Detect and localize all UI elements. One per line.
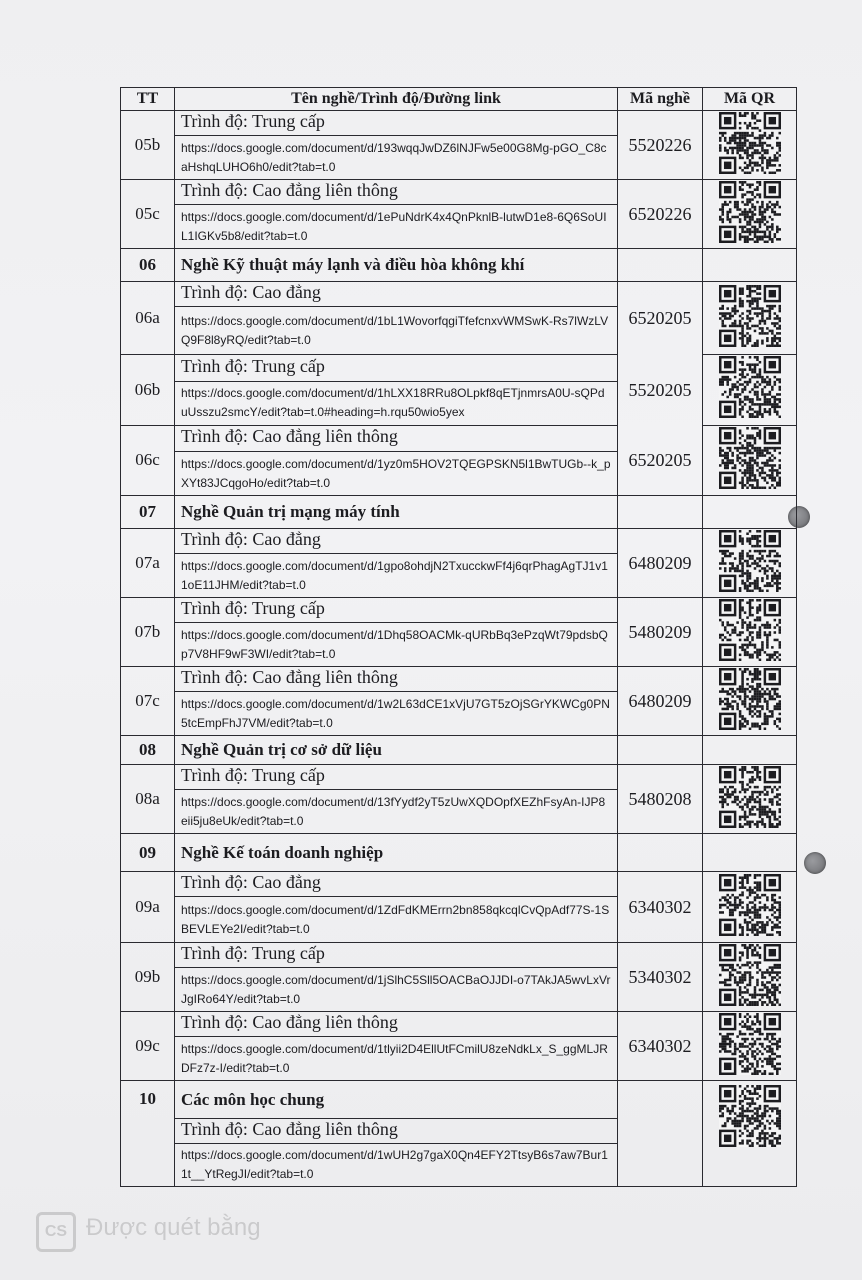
row-number: 06b	[121, 355, 175, 426]
qr-cell	[703, 529, 797, 598]
table-row	[121, 872, 797, 897]
group-title: Nghề Kỹ thuật máy lạnh và điều hòa không khí	[181, 255, 525, 274]
group-title: Nghề Quản trị mạng máy tính	[181, 502, 400, 521]
qr-code-icon[interactable]	[719, 874, 781, 936]
row-number: 09b	[121, 943, 175, 1012]
group-row	[121, 736, 797, 765]
table-header-row	[121, 88, 797, 111]
group-title: Nghề Kế toán doanh nghiệp	[181, 843, 384, 862]
empty-cell	[618, 496, 703, 529]
program-code: 5340302	[618, 943, 703, 1012]
program-code: 6340302	[618, 1012, 703, 1081]
qr-code-icon[interactable]	[719, 181, 781, 243]
document-link[interactable]: https://docs.google.com/document/d/13fYydf2yT5zUwXQDOpfXEZhFsyAn-IJP8eii5ju8eUk/edit?tab=t.0	[181, 794, 606, 828]
row-number: 07a	[121, 529, 175, 598]
qr-cell	[703, 282, 797, 355]
table-row	[121, 282, 797, 307]
level-label: Trình độ: Cao đẳng liên thông	[181, 1119, 398, 1139]
group-row	[121, 1081, 797, 1119]
level-label: Trình độ: Cao đẳng	[181, 282, 321, 302]
program-code: 6480209	[618, 529, 703, 598]
qr-cell	[703, 1012, 797, 1081]
qr-code-icon[interactable]	[719, 530, 781, 592]
level-label: Trình độ: Cao đẳng liên thông	[181, 667, 398, 687]
header-code: Mã nghề	[618, 88, 703, 111]
document-link[interactable]: https://docs.google.com/document/d/1w2L63dCE1xVjU7GT5zOjSGrYKWCg0PN5tcEmpFhJ7VM/edit?tab=t.0	[181, 696, 610, 730]
level-label: Trình độ: Trung cấp	[181, 355, 325, 376]
qr-cell	[703, 598, 797, 667]
program-code-group	[618, 282, 703, 496]
qr-code-icon[interactable]	[719, 668, 781, 730]
program-code: 5520205	[628, 380, 692, 400]
qr-code-icon[interactable]	[719, 427, 781, 489]
group-number: 08	[121, 736, 175, 765]
document-link[interactable]: https://docs.google.com/document/d/1gpo8ohdjN2TxucckwFf4j6qrPhagAgTJ1v11oE11JHM/edit?tab=t.0	[181, 558, 608, 592]
empty-cell	[618, 834, 703, 872]
level-label: Trình độ: Trung cấp	[181, 598, 325, 618]
qr-code-icon[interactable]	[719, 356, 781, 418]
program-code: 5480208	[618, 765, 703, 834]
level-label: Trình độ: Trung cấp	[181, 765, 325, 785]
group-row	[121, 496, 797, 529]
camscanner-logo-icon: CS	[36, 1212, 76, 1252]
header-tt: TT	[121, 88, 175, 111]
program-code: 6520226	[618, 180, 703, 249]
document-link[interactable]: https://docs.google.com/document/d/1ZdFdKMErrn2bn858qkcqlCvQpAdf77S-1SBEVLEYe2I/edit?tab=t.0	[181, 902, 610, 936]
row-number: 05c	[121, 180, 175, 249]
qr-cell	[703, 943, 797, 1012]
level-label: Trình độ: Cao đẳng liên thông	[181, 1012, 398, 1032]
row-number: 09c	[121, 1012, 175, 1081]
punch-hole	[804, 852, 826, 874]
group-title: Nghề Quản trị cơ sở dữ liệu	[181, 740, 382, 759]
scanner-watermark	[36, 1210, 396, 1250]
document-link[interactable]: https://docs.google.com/document/d/1bL1WovorfqgiTfefcnxvWMSwK-Rs7lWzLVQ9F8l8yRQ/edit?tab=t.0	[181, 313, 609, 347]
program-code: 6340302	[618, 872, 703, 943]
program-code: 5480209	[618, 598, 703, 667]
document-link[interactable]: https://docs.google.com/document/d/1Dhq58OACMk-qURbBq3ePzqWt79pdsbQp7V8HF9wF3WI/edit?tab=t.0	[181, 627, 608, 661]
group-row	[121, 834, 797, 872]
row-number: 07c	[121, 667, 175, 736]
program-code: 6480209	[618, 667, 703, 736]
row-number: 08a	[121, 765, 175, 834]
empty-cell	[703, 496, 797, 529]
qr-code-icon[interactable]	[719, 766, 781, 828]
qr-cell	[703, 872, 797, 943]
document-link[interactable]: https://docs.google.com/document/d/1tlyii2D4EllUtFCmilU8zeNdkLx_S_ggMLJRDFz7z-I/edit?tab=t.0	[181, 1041, 608, 1075]
group-number: 09	[121, 834, 175, 872]
document-link[interactable]: https://docs.google.com/document/d/193wqqJwDZ6lNJFw5e00G8Mg-pGO_C8caHshqLUHO6h0/edit?tab=t.0	[181, 140, 607, 174]
header-qr: Mã QR	[703, 88, 797, 111]
group-number: 10	[121, 1081, 175, 1187]
table-row	[121, 943, 797, 968]
empty-cell	[618, 249, 703, 282]
qr-cell	[703, 425, 797, 496]
empty-cell	[618, 1081, 703, 1187]
table-row	[121, 529, 797, 554]
document-link[interactable]: https://docs.google.com/document/d/1yz0m5HOV2TQEGPSKN5l1BwTUGb--k_pXYt83JCqgoHo/edit?tab=t.0	[181, 456, 611, 490]
qr-cell	[703, 667, 797, 736]
qr-cell	[703, 765, 797, 834]
level-label: Trình độ: Trung cấp	[181, 111, 325, 131]
document-link[interactable]: https://docs.google.com/document/d/1hLXX18RRu8OLpkf8qETjnmrsA0U-sQPduUsszu2smcY/edit?tab=t.0#heading=h.rqu50wio5yex	[181, 386, 605, 419]
table-row	[121, 598, 797, 623]
row-number: 06c	[121, 425, 175, 496]
program-table	[120, 87, 797, 1187]
qr-code-icon[interactable]	[719, 1085, 781, 1147]
empty-cell	[703, 249, 797, 282]
table-row	[121, 111, 797, 136]
level-label: Trình độ: Cao đẳng liên thông	[181, 426, 398, 447]
empty-cell	[703, 736, 797, 765]
group-number: 07	[121, 496, 175, 529]
qr-code-icon[interactable]	[719, 285, 781, 347]
level-label: Trình độ: Cao đẳng liên thông	[181, 180, 398, 200]
program-code: 5520226	[618, 111, 703, 180]
qr-code-icon[interactable]	[719, 112, 781, 174]
level-label: Trình độ: Cao đẳng	[181, 872, 321, 892]
level-label: Trình độ: Trung cấp	[181, 943, 325, 963]
group-number: 06	[121, 249, 175, 282]
program-code: 6520205	[628, 308, 692, 328]
qr-code-icon[interactable]	[719, 1013, 781, 1075]
qr-cell	[703, 111, 797, 180]
header-name: Tên nghề/Trình độ/Đường link	[175, 88, 618, 111]
row-number: 09a	[121, 872, 175, 943]
group-title: Các môn học chung	[181, 1090, 325, 1109]
program-code: 6520205	[628, 450, 692, 470]
document-link[interactable]: https://docs.google.com/document/d/1ePuNdrK4x4QnPknlB-lutwD1e8-6Q6SoUIL1IGKv5b8/edit?tab=t.0	[181, 209, 607, 243]
row-number: 07b	[121, 598, 175, 667]
row-number: 05b	[121, 111, 175, 180]
table-row	[121, 180, 797, 205]
qr-code-icon[interactable]	[719, 599, 781, 661]
level-label: Trình độ: Cao đẳng	[181, 529, 321, 549]
table-row	[121, 765, 797, 790]
group-row	[121, 249, 797, 282]
watermark-text: Được quét bằng	[86, 1214, 261, 1241]
table-row	[121, 667, 797, 692]
qr-code-icon[interactable]	[719, 944, 781, 1006]
document-link[interactable]: https://docs.google.com/document/d/1jSlhC5Sll5OACBaOJJDI-o7TAkJA5wvLxVrJgIRo64Y/edit?tab=t.0	[181, 972, 611, 1006]
qr-cell	[703, 180, 797, 249]
table-row	[121, 1012, 797, 1037]
document-link[interactable]: https://docs.google.com/document/d/1wUH2g7gaX0Qn4EFY2TtsyB6s7aw7Bur11t__YtRegJI/edit?tab=t.0	[181, 1148, 608, 1181]
qr-cell	[703, 1081, 797, 1187]
empty-cell	[618, 736, 703, 765]
empty-cell	[703, 834, 797, 872]
row-number: 06a	[121, 282, 175, 355]
qr-cell	[703, 355, 797, 426]
